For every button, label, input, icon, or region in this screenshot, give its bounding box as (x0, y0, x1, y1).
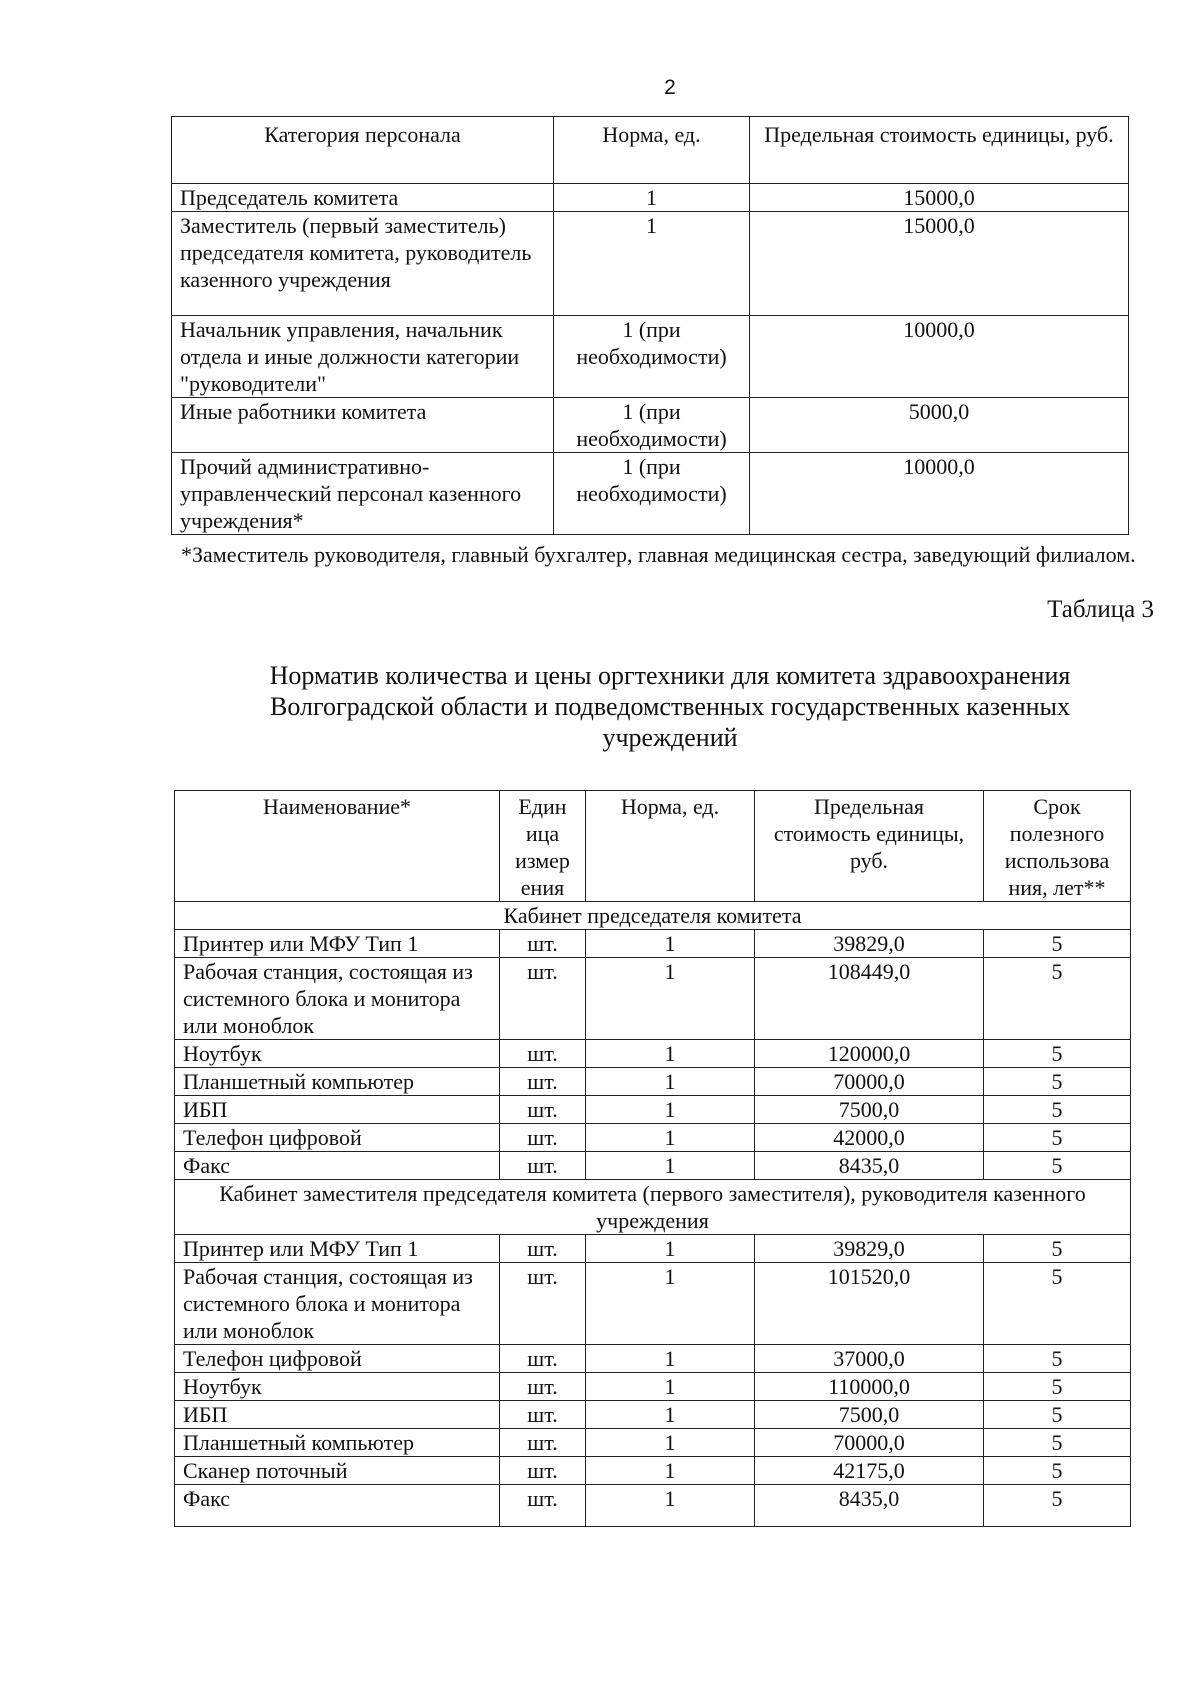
price-cell: 70000,0 (755, 1429, 984, 1457)
category-cell: Начальник управления, начальник отдела и иные должности категории "руководители" (172, 316, 554, 398)
price-cell: 108449,0 (755, 958, 984, 1040)
name-cell: Рабочая станция, состоящая из системного блока и монитора или моноблок (175, 1263, 500, 1345)
term-cell: 5 (984, 930, 1131, 958)
term-cell: 5 (984, 1124, 1131, 1152)
unit-cell: шт. (500, 1485, 586, 1527)
name-cell: Телефон цифровой (175, 1345, 500, 1373)
unit-cell: шт. (500, 1152, 586, 1180)
norm-cell: 1 (586, 1345, 755, 1373)
table-row (175, 1373, 1131, 1401)
section-title: Кабинет заместителя председателя комитета (первого заместителя), руководителя казенного учреждения (175, 1180, 1131, 1235)
price-cell: 42000,0 (755, 1124, 984, 1152)
column-header: Норма, ед. (554, 117, 750, 184)
name-cell: ИБП (175, 1401, 500, 1429)
table-row (172, 398, 1129, 453)
norm-cell: 1 (586, 1068, 755, 1096)
section-title: Кабинет председателя комитета (175, 902, 1131, 930)
norm-cell: 1 (586, 1401, 755, 1429)
term-cell: 5 (984, 1457, 1131, 1485)
column-header: Норма, ед. (586, 791, 755, 902)
name-cell: Планшетный компьютер (175, 1068, 500, 1096)
table-row (172, 316, 1129, 398)
table-row (175, 1040, 1131, 1068)
term-cell: 5 (984, 1096, 1131, 1124)
table-row (175, 958, 1131, 1040)
term-cell: 5 (984, 1373, 1131, 1401)
name-cell: Принтер или МФУ Тип 1 (175, 1235, 500, 1263)
unit-cell: шт. (500, 1068, 586, 1096)
table-header-row (175, 791, 1131, 902)
norm-cell: 1 (554, 184, 750, 212)
price-cell: 15000,0 (750, 184, 1129, 212)
norm-cell: 1 (586, 1485, 755, 1527)
norm-cell: 1 (554, 212, 750, 316)
unit-cell: шт. (500, 1457, 586, 1485)
term-cell: 5 (984, 958, 1131, 1040)
table-row (175, 1429, 1131, 1457)
table-row (175, 1096, 1131, 1124)
unit-cell: шт. (500, 958, 586, 1040)
category-cell: Прочий административно-управленческий персонал казенного учреждения* (172, 453, 554, 535)
column-header: Един ица измер ения (500, 791, 586, 902)
unit-cell: шт. (500, 1263, 586, 1345)
unit-cell: шт. (500, 1429, 586, 1457)
term-cell: 5 (984, 1235, 1131, 1263)
section-row (175, 902, 1131, 930)
table-row (175, 930, 1131, 958)
personnel-phone-table (171, 116, 1129, 535)
unit-cell: шт. (500, 1096, 586, 1124)
table-row (175, 1235, 1131, 1263)
footnote: *Заместитель руководителя, главный бухгалтер, главная медицинская сестра, заведующий филиалом. (181, 542, 1136, 567)
table-row (175, 1068, 1131, 1096)
unit-cell: шт. (500, 1235, 586, 1263)
category-cell: Заместитель (первый заместитель) председателя комитета, руководитель казенного учреждения (172, 212, 554, 316)
price-cell: 5000,0 (750, 398, 1129, 453)
table-row (172, 453, 1129, 535)
term-cell: 5 (984, 1401, 1131, 1429)
table-row (175, 1401, 1131, 1429)
term-cell: 5 (984, 1429, 1131, 1457)
norm-cell: 1 (586, 1235, 755, 1263)
name-cell: Сканер поточный (175, 1457, 500, 1485)
price-cell: 110000,0 (755, 1373, 984, 1401)
column-header: Предельная стоимость единицы, руб. (750, 117, 1129, 184)
unit-cell: шт. (500, 1401, 586, 1429)
page-number: 2 (664, 76, 676, 99)
norm-cell: 1 (586, 930, 755, 958)
norm-cell: 1 (586, 1263, 755, 1345)
term-cell: 5 (984, 1068, 1131, 1096)
price-cell: 37000,0 (755, 1345, 984, 1373)
norm-cell: 1 (при необходимости) (554, 316, 750, 398)
norm-cell: 1 (586, 1096, 755, 1124)
name-cell: Факс (175, 1152, 500, 1180)
column-header: Предельная стоимость единицы, руб. (755, 791, 984, 902)
norm-cell: 1 (586, 1373, 755, 1401)
price-cell: 39829,0 (755, 930, 984, 958)
price-cell: 7500,0 (755, 1401, 984, 1429)
name-cell: Планшетный компьютер (175, 1429, 500, 1457)
price-cell: 120000,0 (755, 1040, 984, 1068)
name-cell: ИБП (175, 1096, 500, 1124)
norm-cell: 1 (586, 1457, 755, 1485)
price-cell: 10000,0 (750, 316, 1129, 398)
term-cell: 5 (984, 1263, 1131, 1345)
column-header: Срок полезного использова ния, лет** (984, 791, 1131, 902)
price-cell: 101520,0 (755, 1263, 984, 1345)
name-cell: Принтер или МФУ Тип 1 (175, 930, 500, 958)
category-cell: Иные работники комитета (172, 398, 554, 453)
name-cell: Рабочая станция, состоящая из системного блока и монитора или моноблок (175, 958, 500, 1040)
norm-cell: 1 (586, 958, 755, 1040)
price-cell: 15000,0 (750, 212, 1129, 316)
norm-cell: 1 (586, 1040, 755, 1068)
price-cell: 7500,0 (755, 1096, 984, 1124)
name-cell: Факс (175, 1485, 500, 1527)
table-row (175, 1152, 1131, 1180)
unit-cell: шт. (500, 1345, 586, 1373)
table-row (175, 1345, 1131, 1373)
table-row (175, 1263, 1131, 1345)
price-cell: 10000,0 (750, 453, 1129, 535)
section-row (175, 1180, 1131, 1235)
norm-cell: 1 (586, 1429, 755, 1457)
table-row (175, 1485, 1131, 1527)
norm-cell: 1 (586, 1124, 755, 1152)
term-cell: 5 (984, 1485, 1131, 1527)
price-cell: 39829,0 (755, 1235, 984, 1263)
term-cell: 5 (984, 1152, 1131, 1180)
table-row (175, 1457, 1131, 1485)
name-cell: Ноутбук (175, 1373, 500, 1401)
equipment-norms-table (174, 790, 1131, 1527)
price-cell: 42175,0 (755, 1457, 984, 1485)
term-cell: 5 (984, 1345, 1131, 1373)
table-row (175, 1124, 1131, 1152)
norm-cell: 1 (при необходимости) (554, 453, 750, 535)
column-header: Наименование* (175, 791, 500, 902)
norm-cell: 1 (586, 1152, 755, 1180)
table-header-row (172, 117, 1129, 184)
unit-cell: шт. (500, 1124, 586, 1152)
price-cell: 8435,0 (755, 1152, 984, 1180)
unit-cell: шт. (500, 1040, 586, 1068)
column-header: Категория персонала (172, 117, 554, 184)
price-cell: 70000,0 (755, 1068, 984, 1096)
table-label: Таблица 3 (1047, 596, 1154, 623)
unit-cell: шт. (500, 1373, 586, 1401)
term-cell: 5 (984, 1040, 1131, 1068)
category-cell: Председатель комитета (172, 184, 554, 212)
name-cell: Телефон цифровой (175, 1124, 500, 1152)
norm-cell: 1 (при необходимости) (554, 398, 750, 453)
table-title: Норматив количества и цены оргтехники для комитета здравоохранения Волгоградской области и подведомственных государственных казенных учреждений (269, 661, 1071, 752)
price-cell: 8435,0 (755, 1485, 984, 1527)
name-cell: Ноутбук (175, 1040, 500, 1068)
table-row (172, 184, 1129, 212)
table-row (172, 212, 1129, 316)
unit-cell: шт. (500, 930, 586, 958)
